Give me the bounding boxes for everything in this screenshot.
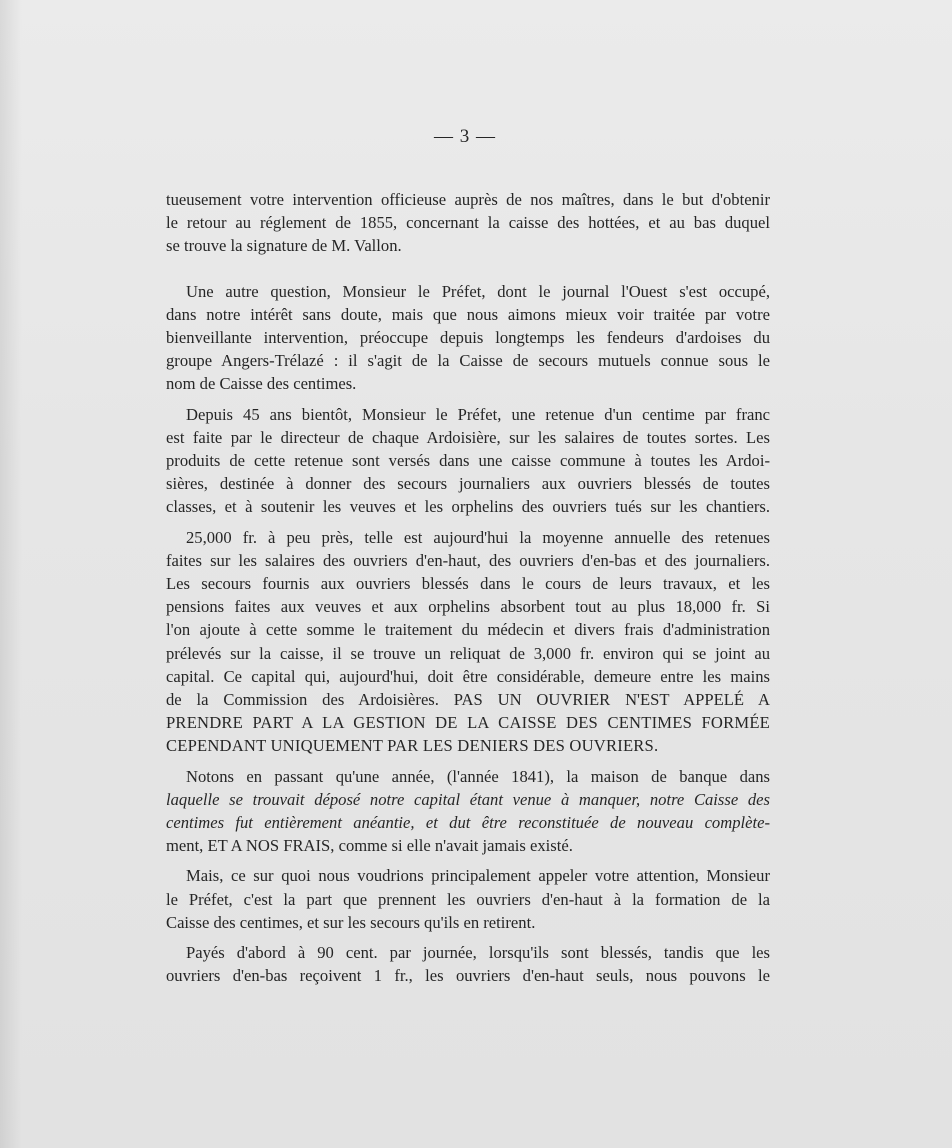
text-line: PRENDRE PART A LA GESTION DE LA CAISSE DES CENTIMES FORMÉE <box>166 713 770 733</box>
paragraph-moyenne-annuelle <box>166 526 770 758</box>
text-line: groupe Angers-Trélazé : il s'agit de la Caisse de secours mutuels connue sous le <box>166 351 770 371</box>
paragraph-continuation <box>166 188 770 258</box>
text-line: Les secours fournis aux ouvriers blessés dans le cours de leurs travaux, et les <box>166 574 770 594</box>
text-line: centimes fut entièrement anéantie, et dut être reconstituée de nouveau complète- <box>166 813 770 833</box>
text-line: capital. Ce capital qui, aujourd'hui, doit être considérable, demeure entre les mains <box>166 666 770 686</box>
text-line: 25,000 fr. à peu près, telle est aujourd'hui la moyenne annuelle des retenues <box>186 527 770 547</box>
text-line: le retour au réglement de 1855, concernant la caisse des hottées, et au bas duquel <box>166 213 770 233</box>
text-line: se trouve la signature de M. Vallon. <box>166 236 402 256</box>
text-line: Mais, ce sur quoi nous voudrions principalement appeler votre attention, Monsieur <box>186 866 770 886</box>
text-line: est faite par le directeur de chaque Ardoisière, sur les salaires de toutes sortes. Les <box>166 427 770 447</box>
paragraph-payes <box>166 941 770 987</box>
text-line: produits de cette retenue sont versés dans une caisse commune à toutes les Ardoi- <box>166 451 770 471</box>
paragraph-caisse-question <box>166 280 770 396</box>
text-line: dans notre intérêt sans doute, mais que nous aimons mieux voir traitée par votre <box>166 304 770 324</box>
fold-shadow <box>0 0 22 1148</box>
text-line: ouvriers d'en-bas reçoivent 1 fr., les ouvriers d'en-haut seuls, nous pouvons le <box>166 966 770 986</box>
text-line: laquelle se trouvait déposé notre capital étant venue à manquer, notre Caisse des <box>166 789 770 809</box>
text-line: sières, destinée à donner des secours journaliers aux ouvriers blessés de toutes <box>166 474 770 494</box>
text-line: nom de Caisse des centimes. <box>166 374 357 394</box>
text-line: faites sur les salaires des ouvriers d'en-haut, des ouvriers d'en-bas et des journaliers. <box>166 550 770 570</box>
text-line: l'on ajoute à cette somme le traitement du médecin et divers frais d'administration <box>166 620 770 640</box>
text-line: Payés d'abord à 90 cent. par journée, lorsqu'ils sont blessés, tandis que les <box>186 943 770 963</box>
paragraph-attention <box>166 864 770 934</box>
text-line: CEPENDANT UNIQUEMENT PAR LES DENIERS DES OUVRIERS. <box>166 736 659 756</box>
text-line: ment, ET A NOS FRAIS, comme si elle n'avait jamais existé. <box>166 836 573 856</box>
text-line: de la Commission des Ardoisières. PAS UN OUVRIER N'EST APPELÉ A <box>166 690 770 710</box>
text-line: Depuis 45 ans bientôt, Monsieur le Préfet, une retenue d'un centime par franc <box>186 404 770 424</box>
text-line: pensions faites aux veuves et aux orphelins absorbent tout au plus 18,000 fr. Si <box>166 597 770 617</box>
text-line: Une autre question, Monsieur le Préfet, dont le journal l'Ouest s'est occupé, <box>186 281 770 301</box>
text-line: Caisse des centimes, et sur les secours qu'ils en retirent. <box>166 912 536 932</box>
page-number: — 3 — <box>434 126 496 147</box>
text-line: tueusement votre intervention officieuse auprès de nos maîtres, dans le but d'obtenir <box>166 190 770 209</box>
text-line: Notons en passant qu'une année, (l'année 1841), la maison de banque dans <box>186 766 770 786</box>
text-line: prélevés sur la caisse, il se trouve un reliquat de 3,000 fr. environ qui se joint au <box>166 643 770 663</box>
paragraph-annee-1841 <box>166 765 770 858</box>
text-line: bienveillante intervention, préoccupe depuis longtemps les fendeurs d'ardoises du <box>166 328 770 348</box>
body-text <box>166 188 770 988</box>
text-line: le Préfet, c'est la part que prennent les ouvriers d'en-haut à la formation de la <box>166 889 770 909</box>
text-line: classes, et à soutenir les veuves et les orphelins des ouvriers tués sur les chantiers. <box>166 497 770 517</box>
paragraph-retenue <box>166 403 770 519</box>
